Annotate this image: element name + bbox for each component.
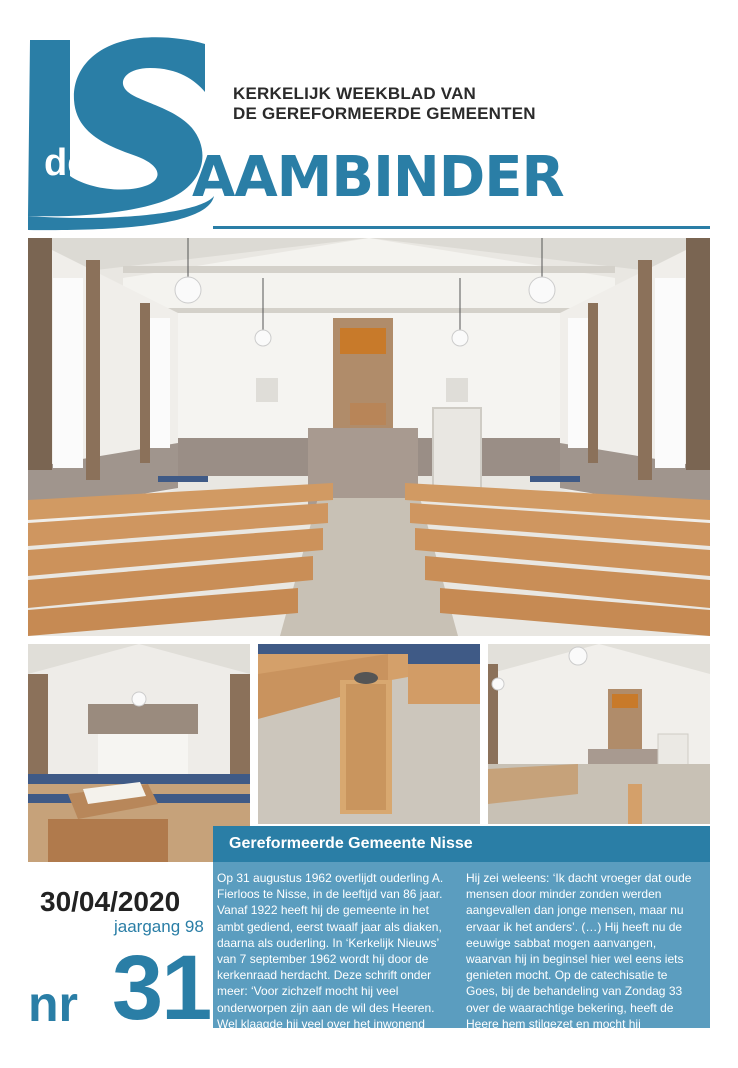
main-church-photo — [28, 238, 710, 636]
issue-number: 31 — [112, 937, 211, 1039]
tagline-line-2: DE GEREFORMEERDE GEMEENTEN — [233, 104, 536, 123]
article-column-1: Op 31 augustus 1962 overlijdt ouderling A. Fierloos te Nisse, in de leeftijd van 86 jaar. Vanaf 1922 heeft hij de gemeente in het ambt gediend, eerst twaalf jaar als diaken, daarna als ouderling. In ‘Kerkelijk Nieuws’ van 7 september 1962 wordt hij door de kerkenraad herdacht. Deze schrift onder meer: ‘Voor zichzelf mocht hij veel onderworpen zijn aan de wil des Heeren. Wel klaagde hij veel over het inwonend bederf. — [217, 871, 444, 1048]
masthead — [0, 0, 738, 236]
masthead-tagline — [233, 84, 536, 124]
photo-pulpit-view — [488, 644, 710, 824]
photo-lectern — [258, 644, 480, 824]
article-textbox — [213, 862, 710, 1048]
article-heading: Gereformeerde Gemeente Nisse — [229, 835, 473, 852]
masthead-de: de — [44, 142, 89, 184]
masthead-title: AAMBINDER — [192, 145, 564, 210]
tagline-line-1: KERKELIJK WEEKBLAD VAN — [233, 84, 477, 103]
issue-nr-label: nr — [28, 976, 78, 1032]
article-heading-band — [213, 826, 710, 862]
issue-jaargang: jaargang 98 — [114, 917, 204, 936]
article-column-2: Hij zei weleens: ‘Ik dacht vroeger dat oude mensen door minder zonden werden aangevallen dan jonge mensen, maar nu ervaar ik het anders’. (…) Hij heeft nu de eeuwige sabbat mogen aanvangen, waarvan hij in beginsel hier wel eens iets genieten mocht. Op de catechisatie te Goes, bij de behandeling van Zondag 33 over de waarachtige bekering, heeft de Heere hem stilgezet en mocht hij schuldenaar voor God worden’. — [466, 871, 692, 1048]
masthead-rule — [213, 226, 710, 229]
issue-date: 30/04/2020 — [40, 886, 181, 917]
